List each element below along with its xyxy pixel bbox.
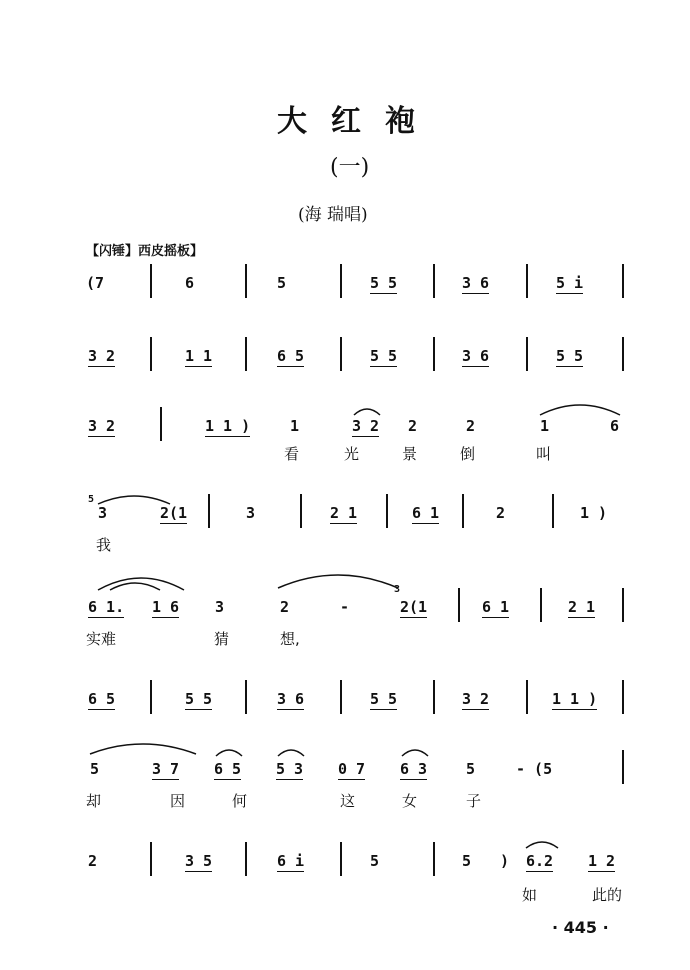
lyric: 想, — [280, 630, 300, 648]
lyric: 看 — [284, 445, 300, 463]
slur-mark — [352, 405, 382, 417]
lyric: 光 — [344, 445, 360, 463]
note: 6 5 — [277, 347, 305, 365]
barline — [208, 494, 210, 528]
note: 6.2 — [526, 852, 554, 870]
tempo-marking: 【闪锤】西皮摇板】 — [86, 244, 204, 259]
barline — [462, 494, 464, 528]
note: 3 — [215, 598, 225, 616]
slur-mark — [276, 746, 306, 758]
barline — [150, 680, 152, 714]
score-line-5 — [0, 576, 690, 648]
score-line-8 — [0, 838, 690, 904]
note: 5 — [466, 760, 476, 778]
note: 5 5 — [556, 347, 584, 365]
note: 6 1 — [482, 598, 510, 616]
note: 1 1 ) — [205, 417, 251, 435]
note: 1 — [290, 417, 300, 435]
lyric: 倒 — [460, 445, 476, 463]
barline — [340, 337, 342, 371]
note: 6 3 — [400, 760, 428, 778]
lyric: 此的 — [592, 886, 623, 904]
grace-note: 5 — [88, 494, 95, 505]
score-line-3 — [0, 405, 690, 465]
note: 3 7 — [152, 760, 180, 778]
note: 6 1 — [412, 504, 440, 522]
note: (7 — [86, 274, 105, 292]
lyric: 实难 — [86, 630, 117, 648]
grace-note: 3 — [394, 584, 401, 595]
note: 3 2 — [88, 417, 116, 435]
lyric: 何 — [232, 792, 248, 810]
note: 3 2 — [352, 417, 380, 435]
score-line-1 — [0, 262, 690, 322]
note: 1 1 — [185, 347, 213, 365]
note: 2 — [408, 417, 418, 435]
note: 3 2 — [88, 347, 116, 365]
note: 5 — [462, 852, 472, 870]
singer-credit: (海 瑞唱) — [298, 205, 368, 225]
note: 1 — [540, 417, 550, 435]
lyric: 这 — [340, 792, 356, 810]
note: 6 5 — [214, 760, 242, 778]
note: 5 — [370, 852, 380, 870]
note: 2(1 — [400, 598, 428, 616]
note: 3 6 — [462, 274, 490, 292]
barline — [150, 264, 152, 298]
score-line-4 — [0, 490, 690, 554]
section-number: (一) — [330, 155, 370, 180]
barline — [386, 494, 388, 528]
note: 0 7 — [338, 760, 366, 778]
note: 5 5 — [370, 274, 398, 292]
barline — [340, 680, 342, 714]
note: 2 1 — [330, 504, 358, 522]
lyric: 女 — [402, 792, 418, 810]
note: - — [340, 598, 350, 616]
lyric: 猜 — [214, 630, 230, 648]
barline — [300, 494, 302, 528]
score-line-6 — [0, 678, 690, 738]
score-line-2 — [0, 335, 690, 395]
barline — [552, 494, 554, 528]
lyric: 景 — [402, 445, 418, 463]
note: 1 1 ) — [552, 690, 598, 708]
note: 6 — [610, 417, 620, 435]
note: 3 — [98, 504, 108, 522]
barline — [458, 588, 460, 622]
note: ) — [500, 852, 510, 870]
slur-mark — [108, 580, 162, 592]
barline — [340, 842, 342, 876]
barline — [622, 680, 624, 714]
note: 2 1 — [568, 598, 596, 616]
note: 1 ) — [580, 504, 608, 522]
barline — [433, 680, 435, 714]
note: 2 — [466, 417, 476, 435]
barline — [245, 337, 247, 371]
barline — [526, 337, 528, 371]
barline — [340, 264, 342, 298]
note: 5 5 — [370, 690, 398, 708]
note: 3 5 — [185, 852, 213, 870]
barline — [540, 588, 542, 622]
note: 2(1 — [160, 504, 188, 522]
note: 6 5 — [88, 690, 116, 708]
slur-mark — [276, 572, 400, 590]
note: 5 — [90, 760, 100, 778]
note: 2 — [280, 598, 290, 616]
barline — [622, 264, 624, 298]
lyric: 叫 — [536, 445, 552, 463]
lyric: 如 — [522, 886, 538, 904]
barline — [245, 842, 247, 876]
note: 5 i — [556, 274, 584, 292]
slur-mark — [88, 740, 198, 756]
barline — [245, 680, 247, 714]
note: - (5 — [516, 760, 553, 778]
page-title: 大红袍 — [277, 104, 439, 139]
barline — [160, 407, 162, 441]
note: 6 — [185, 274, 195, 292]
barline — [433, 337, 435, 371]
note: 2 — [496, 504, 506, 522]
slur-mark — [524, 838, 560, 850]
note: 3 — [246, 504, 256, 522]
note: 5 3 — [276, 760, 304, 778]
barline — [622, 337, 624, 371]
slur-mark — [214, 746, 244, 758]
barline — [526, 264, 528, 298]
slur-mark — [538, 401, 622, 417]
barline — [622, 750, 624, 784]
lyric: 我 — [96, 536, 112, 554]
note: 5 — [277, 274, 287, 292]
barline — [150, 842, 152, 876]
score-line-7 — [0, 740, 690, 810]
note: 1 2 — [588, 852, 616, 870]
barline — [622, 588, 624, 622]
note: 2 — [88, 852, 98, 870]
note: 3 2 — [462, 690, 490, 708]
note: 6 i — [277, 852, 305, 870]
barline — [245, 264, 247, 298]
lyric: 子 — [466, 792, 482, 810]
note: 5 5 — [185, 690, 213, 708]
barline — [433, 264, 435, 298]
barline — [150, 337, 152, 371]
note: 6 1. — [88, 598, 125, 616]
barline — [526, 680, 528, 714]
slur-mark — [400, 746, 430, 758]
page-number: · 445 · — [552, 918, 609, 937]
note: 3 6 — [462, 347, 490, 365]
note: 3 6 — [277, 690, 305, 708]
note: 5 5 — [370, 347, 398, 365]
lyric: 却 — [86, 792, 102, 810]
lyric: 因 — [170, 792, 186, 810]
note: 1 6 — [152, 598, 180, 616]
barline — [433, 842, 435, 876]
